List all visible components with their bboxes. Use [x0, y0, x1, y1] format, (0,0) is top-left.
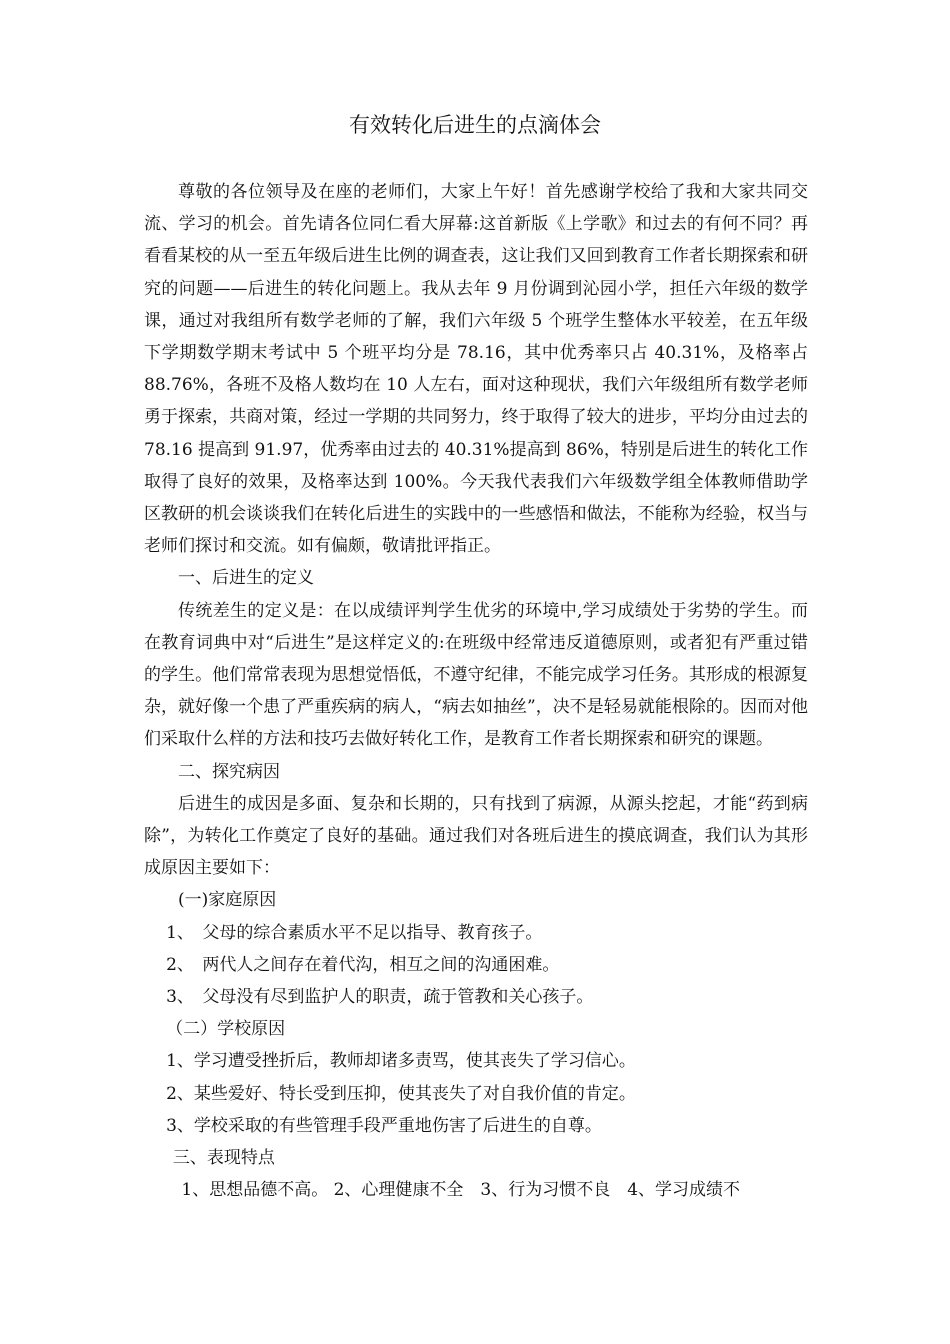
section-heading-causes: 二、探究病因: [178, 761, 280, 782]
subheading-school: （二）学校原因: [166, 1019, 286, 1040]
definition-paragraph: 传统差生的定义是：在以成绩评判学生优劣的环境中,学习成绩处于劣势的学生。而在教育词典中对“后进生”是这样定义的:在班级中经常违反道德原则，或者犯有严重过错的学生。他们常常表现为思想觉悟低，不遵守纪律，不能完成学习任务。其形成的根源复杂，就好像一个患了严重疾病的病人，“病去如抽丝”，决不是轻易就能根除的。因而对他们采取什么样的方法和技巧去做好转化工作，是教育工作者长期探索和研究的课题。: [144, 600, 808, 750]
list-item: 2、某些爱好、特长受到压抑，使其丧失了对自我价值的肯定。: [166, 1083, 636, 1104]
list-item: 2、 两代人之间存在着代沟，相互之间的沟通困难。: [166, 954, 560, 975]
intro-paragraph: 尊敬的各位领导及在座的老师们，大家上午好！首先感谢学校给了我和大家共同交流、学习的机会。首先请各位同仁看大屏幕:这首新版《上学歌》和过去的有何不同？再看看某校的从一至五年级后进生比例的调查表，这让我们又回到教育工作者长期探索和研究的问题——后进生的转化问题上。我从去年 9 月份调到沁园小学，担任六年级的数学课，通过对我组所有数学老师的了解，我们六年级 5 个班学生整体水平较差，在五年级下学期数学期末考试中 5 个班平均分是 78.16，其中优秀率只占 40.31%，及格率占 88.76%，各班不及格人数均在 10 人左右，面对这种现状，我们六年级组所有数学老师勇于探索，共商对策，经过一学期的共同努力，终于取得了较大的进步，平均分由过去的 78.16 提高到 91.97，优秀率由过去的 40.31%提高到 86%，特别是后进生的转化工作取得了良好的效果，及格率达到 100%。今天我代表我们六年级数学组全体教师借助学区教研的机会谈谈我们在转化后进生的实践中的一些感悟和做法，不能称为经验，权当与老师们探讨和交流。如有偏颇，敬请批评指正。: [144, 182, 808, 557]
list-item: 3、 父母没有尽到监护人的职责，疏于管教和关心孩子。: [166, 987, 594, 1008]
list-item: 1、学习遭受挫折后，教师却诸多责骂，使其丧失了学习信心。: [166, 1051, 636, 1072]
document-body: [144, 176, 825, 1207]
list-item: 1、 父母的综合素质水平不足以指导、教育孩子。: [166, 922, 543, 943]
causes-paragraph: 后进生的成因是多面、复杂和长期的，只有找到了病源，从源头挖起，才能“药到病 除”，为转化工作奠定了良好的基础。通过我们对各班后进生的摸底调查，我们认为其形成原因主要如下：: [144, 793, 825, 879]
section-heading-traits: 三、表现特点: [172, 1148, 275, 1169]
traits-line: 1、思想品德不高。 2、心理健康不全 3、行为习惯不良 4、学习成绩不: [181, 1180, 741, 1201]
document-title: 有效转化后进生的点滴体会: [349, 113, 601, 137]
list-item: 3、学校采取的有些管理手段严重地伤害了后进生的自尊。: [166, 1115, 602, 1136]
section-heading-definition: 一、后进生的定义: [178, 568, 314, 589]
subheading-family: (一)家庭原因: [178, 890, 277, 911]
